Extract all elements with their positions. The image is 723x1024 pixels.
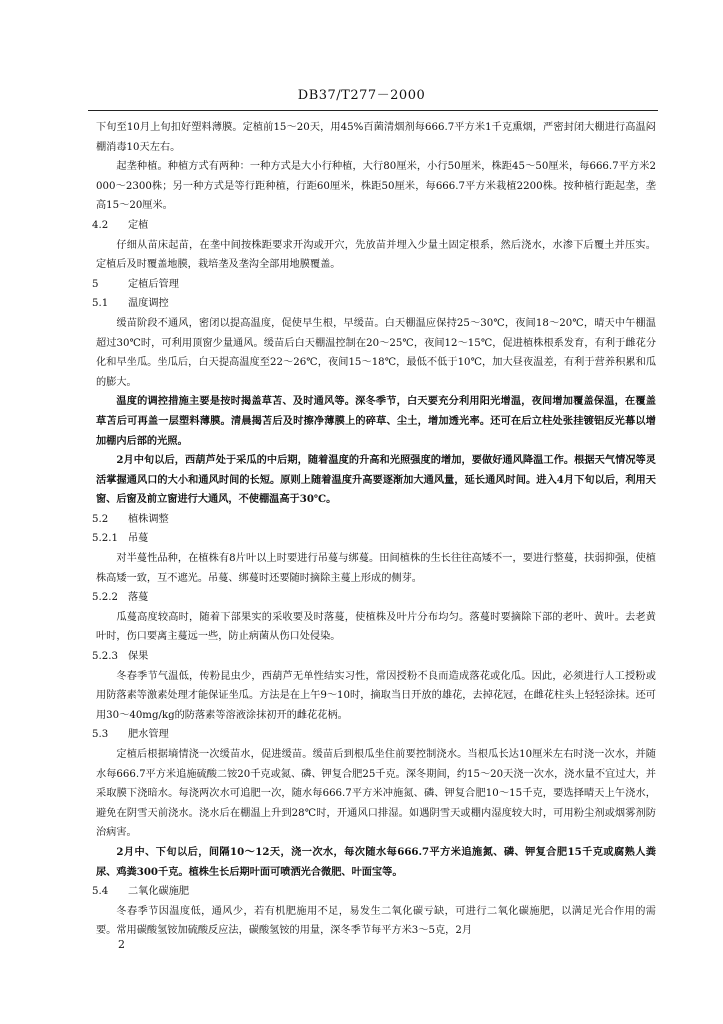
section-title: 保果: [128, 651, 149, 663]
section-heading: [92, 588, 656, 608]
section-heading: [92, 510, 656, 530]
paragraph: 温度的调控措施主要是按时揭盖草苫、及时通风等。深冬季节，白天要充分利用阳光增温，夜间增加覆盖保温，在覆盖草苫后可再盖一层塑料薄膜。清晨揭苫后及时擦净薄膜上的碎草、尘土，增加透光率。还可在后立柱处张挂镀铝反光幕以增加棚内后部的光照。: [96, 395, 656, 447]
section-number: 5.2.1: [92, 533, 118, 545]
paragraph: 定植后根据墒情浇一次缓苗水，促进缓苗。缓苗后到根瓜坐住前要控制浇水。当根瓜长达10厘米左右时浇一次水，并随水每666.7平方米追施硫酸二铵20千克或氮、磷、钾复合肥25千克。深冬期间，约15～20天浇一次水，浇水量不宜过大，并采取膜下浇暗水。每浇两次水可追肥一次，随水每666.7平方米冲施氮、磷、钾复合肥10～15千克，要选择晴天上午浇水，避免在阴雪天前浇水。浇水后在棚温上升到28℃时，开通风口排湿。如遇阴雪天或棚内湿度较大时，可用粉尘剂或烟雾剂防治病害。: [96, 749, 656, 839]
section-title: 吊蔓: [128, 533, 149, 545]
section-title: 落蔓: [128, 592, 149, 604]
paragraph: 冬春季节气温低，传粉昆虫少，西葫芦无单性结实习性，常因授粉不良而造成落花或化瓜。因此，必须进行人工授粉或用防落素等激素处理才能保证坐瓜。方法是在上午9～10时，摘取当日开放的雄花，去掉花冠，在雌花柱头上轻轻涂抹。还可用30～40mg/kg的防落素等溶液涂抹初开的雌花花柄。: [96, 670, 656, 721]
section-title: 植株调整: [128, 513, 169, 525]
page-number: 2: [118, 938, 125, 951]
section-number: 5.4: [92, 886, 109, 898]
section-number: 5.2: [92, 513, 109, 525]
section-number: 5.2.3: [92, 651, 118, 663]
paragraph: 瓜蔓高度较高时，随着下部果实的采收要及时落蔓，使植株及叶片分布均匀。落蔓时要摘除下部的老叶、黄叶。去老黄叶时，伤口要离主蔓远一些，防止病菌从伤口处侵染。: [96, 611, 656, 643]
section-heading: [92, 275, 656, 295]
section-number: 5.2.2: [92, 592, 118, 604]
document-body: [92, 118, 656, 941]
section-title: 温度调控: [128, 298, 169, 310]
header-rule: [88, 110, 658, 111]
section-heading: [92, 725, 656, 745]
paragraph: 仔细从苗床起苗，在垄中间按株距要求开沟或开穴，先放苗并埋入少量土固定根系，然后浇水，水渗下后覆土并压实。定植后及时覆盖地膜，栽培垄及垄沟全部用地膜覆盖。: [96, 239, 656, 271]
section-heading: [92, 647, 656, 667]
paragraph: 缓苗阶段不通风，密闭以提高温度，促使早生根，早缓苗。白天棚温应保持25～30℃，夜间18～20℃，晴天中午棚温超过30℃时，可利用顶窗少量通风。缓苗后白天棚温控制在20～25℃，夜间12～15℃，促进植株根系发育，有利于雌花分化和早坐瓜。坐瓜后，白天提高温度至22～26℃，夜间15～18℃，最低不低于10℃，加大昼夜温差，有利于营养积累和瓜的膨大。: [96, 317, 656, 388]
paragraph: 下旬至10月上旬扣好塑料薄膜。定植前15～20天，用45%百菌清烟剂每666.7平方米1千克熏烟，严密封闭大棚进行高温闷棚消毒10天左右。: [96, 122, 656, 153]
paragraph: 对半蔓性品种，在植株有8片叶以上时要进行吊蔓与绑蔓。田间植株的生长往往高矮不一，要进行整蔓，扶弱抑强，使植株高矮一致，互不遮光。吊蔓、绑蔓时还要随时摘除主蔓上形成的侧芽。: [96, 553, 656, 584]
section-number: 5.3: [92, 729, 109, 741]
section-heading: [92, 216, 656, 236]
paragraph: 冬春季节因温度低，通风少，若有机肥施用不足，易发生二氧化碳亏缺，可进行二氧化碳施肥，以满足光合作用的需要。常用碳酸氢铵加硫酸反应法，碳酸氢铵的用量，深冬季节每平方米3～5克，2月: [96, 905, 656, 937]
section-number: 5: [92, 278, 99, 290]
standard-code-header: DB37/T277－2000: [297, 88, 426, 103]
section-number: 4.2: [92, 219, 109, 231]
section-title: 肥水管理: [128, 729, 169, 741]
paragraph: 起垄种植。种植方式有两种：一种方式是大小行种植，大行80厘米，小行50厘米，株距45～50厘米，每666.7平方米2000～2300株；另一种方式是等行距种植，行距60厘米，株距50厘米，每666.7平方米栽植2200株。按种植行距起垄，垄高15～20厘米。: [96, 161, 656, 212]
section-heading: [92, 529, 656, 549]
section-title: 二氧化碳施肥: [128, 886, 190, 898]
paragraph: 2月中旬以后，西葫芦处于采瓜的中后期，随着温度的升高和光照强度的增加，要做好通风降温工作。根据天气情况等灵活掌握通风口的大小和通风时间的长短。原则上随着温度升高要逐渐加大通风量，延长通风时间。进入4月下旬以后，利用天窗、后窗及前立窗进行大通风，不使棚温高于30℃。: [96, 454, 656, 506]
section-heading: [92, 294, 656, 314]
paragraph: 2月中、下旬以后，间隔10～12天，浇一次水，每次随水每666.7平方米追施氮、磷、钾复合肥15千克或腐熟人粪尿、鸡粪300千克。植株生长后期叶面可喷洒光合微肥、叶面宝等。: [96, 845, 656, 878]
section-title: 定植: [128, 219, 149, 231]
section-number: 5.1: [92, 298, 109, 310]
section-heading: [92, 882, 656, 902]
section-title: 定植后管理: [128, 278, 179, 290]
